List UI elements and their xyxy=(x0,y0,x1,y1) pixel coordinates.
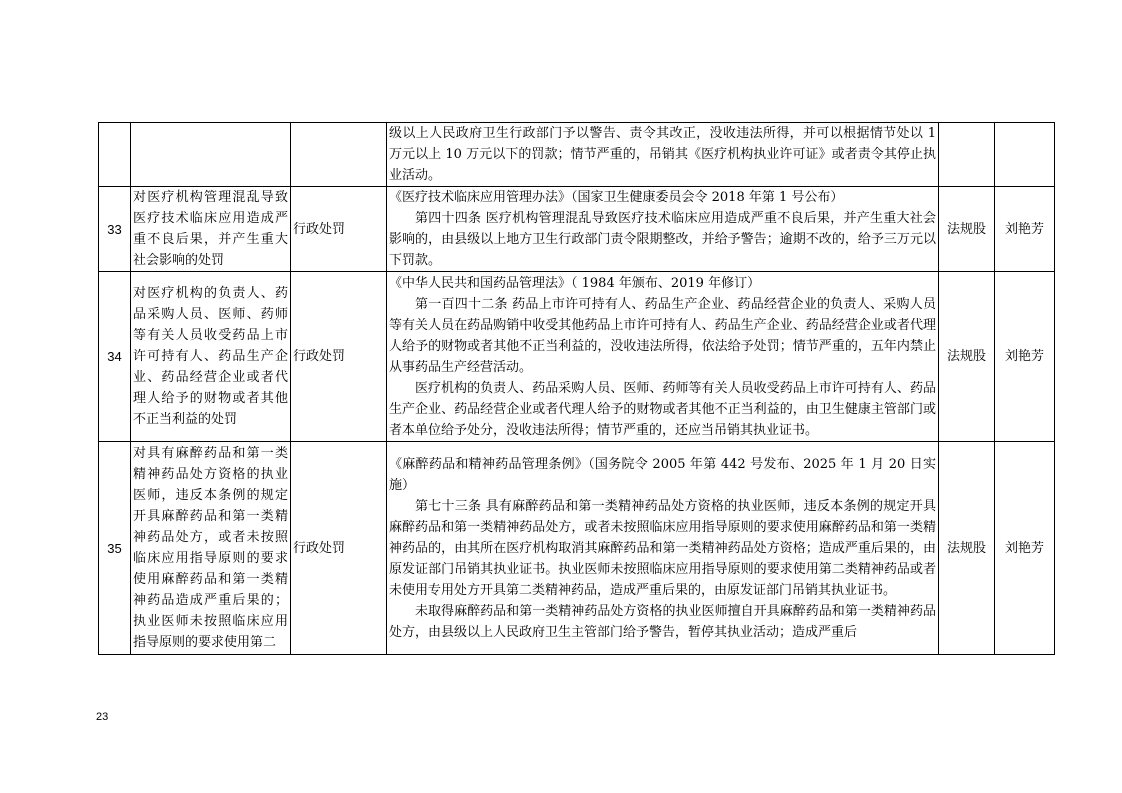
penalty-type xyxy=(291,123,387,187)
table-row xyxy=(99,187,1055,272)
legal-basis xyxy=(387,187,939,272)
basis-paragraph: 未取得麻醉药品和第一类精神药品处方资格的执业医师擅自开具麻醉药品和第一类精神药品处方，由县级以上人民政府卫生主管部门给予警告，暂停其执业活动；造成严重后 xyxy=(389,603,936,640)
legal-basis xyxy=(387,272,939,442)
penalty-type: 行政处罚 xyxy=(291,272,387,442)
legal-basis xyxy=(387,442,939,655)
row-number: 35 xyxy=(99,442,131,655)
row-number: 34 xyxy=(99,272,131,442)
table-row xyxy=(99,442,1055,655)
penalty-subject xyxy=(131,123,291,187)
table-row xyxy=(99,123,1055,187)
page-number: 23 xyxy=(96,711,109,723)
responsible-department xyxy=(939,123,995,187)
penalty-subject: 对医疗机构的负责人、药品采购人员、医师、药师等有关人员收受药品上市许可持有人、药品生产企业、药品经营企业或者代理人给予的财物或者其他不正当利益的处罚 xyxy=(131,272,291,442)
basis-citation: 《中华人民共和国药品管理法》（ 1984 年颁布、2019 年修订） xyxy=(389,275,761,291)
penalty-type: 行政处罚 xyxy=(291,187,387,272)
basis-citation: 《麻醉药品和精神药品管理条例》（国务院令 2005 年第 442 号发布、2025 年 1 月 20 日实施） xyxy=(389,456,936,493)
penalty-subject: 对医疗机构管理混乱导致医疗技术临床应用造成严重不良后果，并产生重大社会影响的处罚 xyxy=(131,187,291,272)
responsible-department: 法规股 xyxy=(939,272,995,442)
row-number: 33 xyxy=(99,187,131,272)
responsible-department: 法规股 xyxy=(939,442,995,655)
basis-paragraph: 第四十四条 医疗机构管理混乱导致医疗技术临床应用造成严重不良后果，并产生重大社会影响的，由县级以上地方卫生行政部门责令限期整改，并给予警告；逾期不改的，给予三万元以下罚款。 xyxy=(389,211,936,268)
legal-basis xyxy=(387,123,939,187)
basis-paragraph: 医疗机构的负责人、药品采购人员、医师、药师等有关人员收受药品上市许可持有人、药品生产企业、药品经营企业或者代理人给予的财物或者其他不正当利益的，由卫生健康主管部门或者本单位给予处分，没收违法所得；情节严重的，还应当吊销其执业证书。 xyxy=(389,380,936,438)
responsible-person: 刘艳芳 xyxy=(995,187,1055,272)
responsible-person: 刘艳芳 xyxy=(995,442,1055,655)
basis-paragraph: 第一百四十二条 药品上市许可持有人、药品生产企业、药品经营企业的负责人、采购人员等有关人员在药品购销中收受其他药品上市许可持有人、药品生产企业、药品经营企业或者代理人给予的财物或者其他不正当利益的，没收违法所得，依法给予处罚；情节严重的，五年内禁止从事药品生产经营活动。 xyxy=(389,296,936,375)
basis-paragraph: 第七十三条 具有麻醉药品和第一类精神药品处方资格的执业医师，违反本条例的规定开具麻醉药品和第一类精神药品处方，或者未按照临床应用指导原则的要求使用麻醉药品和第一类精神药品的，由其所在医疗机构取消其麻醉药品和第一类精神药品处方资格；造成严重后果的，由原发证部门吊销其执业证书。执业医师未按照临床应用指导原则的要求使用第二类精神药品或者未使用专用处方开具第二类精神药品，造成严重后果的，由原发证部门吊销其执业证书。 xyxy=(389,498,936,598)
responsible-department: 法规股 xyxy=(939,187,995,272)
penalty-subject: 对具有麻醉药品和第一类精神药品处方资格的执业医师，违反本条例的规定开具麻醉药品和第一类精神药品处方，或者未按照临床应用指导原则的要求使用麻醉药品和第一类精神药品造成严重后果的；执业医师未按照临床应用指导原则的要求使用第二 xyxy=(131,442,291,655)
basis-paragraph: 级以上人民政府卫生行政部门予以警告、责令其改正，没收违法所得，并可以根据情节处以 1 万元以上 10 万元以下的罚款；情节严重的，吊销其《医疗机构执业许可证》或者责令其停止执业活动。 xyxy=(389,126,936,183)
penalty-type: 行政处罚 xyxy=(291,442,387,655)
table-row xyxy=(99,272,1055,442)
basis-citation: 《医疗技术临床应用管理办法》（国家卫生健康委员会令 2018 年第 1 号公布） xyxy=(389,190,844,205)
penalty-table xyxy=(98,122,1055,655)
responsible-person: 刘艳芳 xyxy=(995,272,1055,442)
row-number xyxy=(99,123,131,187)
responsible-person xyxy=(995,123,1055,187)
